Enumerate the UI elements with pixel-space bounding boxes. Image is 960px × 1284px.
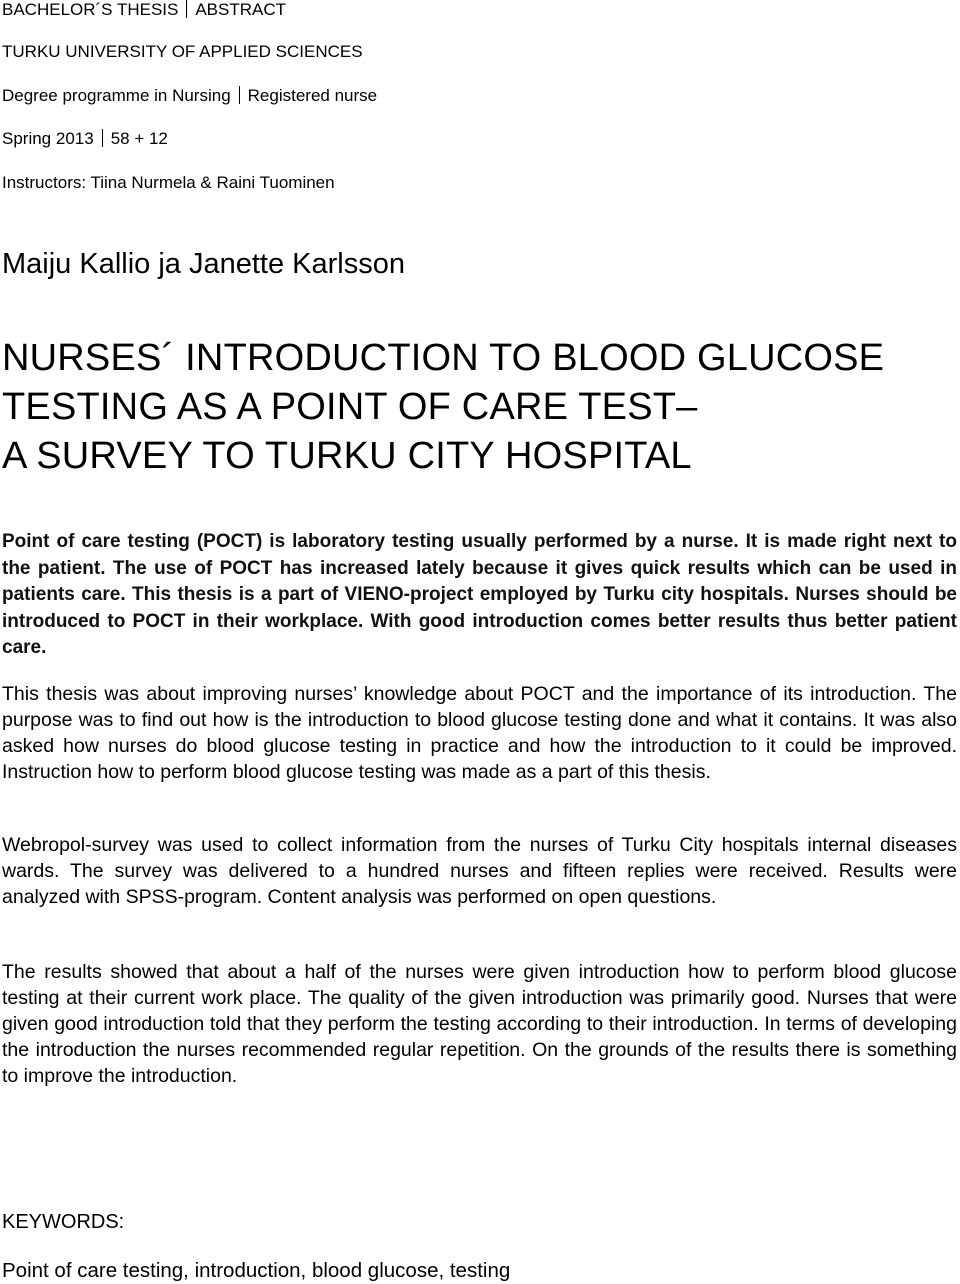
abstract-paragraph-2: Webropol-survey was used to collect information from the nurses of Turku City hospitals internal diseases wards. The survey was delivered to a hundred nurses and fifteen replies were received. Results were analyzed with SPSS-program. Content analysis was performed on open questions. xyxy=(2,834,957,908)
degree: Registered nurse xyxy=(247,86,378,105)
thesis-type-line xyxy=(2,0,286,20)
page-count: 58 + 12 xyxy=(110,129,168,148)
abstract-intro: Point of care testing (POCT) is laboratory testing usually performed by a nurse. It is made right next to the patient. The use of POCT has increased lately because it gives quick results which can be used in patients care. This thesis is a part of VIENO-project employed by Turku city hospitals. Nurses should be introduced to POCT in their workplace. With good introduction comes better results thus better patient care. xyxy=(2,531,957,658)
doc-type: BACHELOR´S THESIS xyxy=(2,0,179,19)
separator xyxy=(186,0,187,18)
institution: TURKU UNIVERSITY OF APPLIED SCIENCES xyxy=(2,42,363,61)
title-line-3: A SURVEY TO TURKU CITY HOSPITAL xyxy=(2,435,692,477)
title-line-2: TESTING AS A POINT OF CARE TEST– xyxy=(2,386,698,428)
authors: Maiju Kallio ja Janette Karlsson xyxy=(2,248,405,280)
keywords-value: Point of care testing, introduction, blood glucose, testing xyxy=(2,1259,511,1282)
title-line-1: NURSES´ INTRODUCTION TO BLOOD GLUCOSE xyxy=(2,337,885,379)
programme: Degree programme in Nursing xyxy=(2,86,231,105)
separator xyxy=(102,129,103,147)
instructors: Instructors: Tiina Nurmela & Raini Tuominen xyxy=(2,173,335,192)
doc-subtype: ABSTRACT xyxy=(195,0,287,19)
term-line xyxy=(2,129,168,149)
term: Spring 2013 xyxy=(2,129,94,148)
thesis-title xyxy=(2,334,958,481)
separator xyxy=(239,86,240,104)
abstract-paragraph-3: The results showed that about a half of the nurses were given introduction how to perform blood glucose testing at their current work place. The quality of the given introduction was primarily good. Nurses that were given good introduction told that they perform the testing according to their introduction. In terms of developing the introduction the nurses recommended regular repetition. On the grounds of the results there is something to improve the introduction. xyxy=(2,961,957,1087)
abstract-paragraph-1: This thesis was about improving nurses’ knowledge about POCT and the importance of its introduction. The purpose was to find out how is the introduction to blood glucose testing done and what it contains. It was also asked how nurses do blood glucose testing in practice and how the introduction to it could be improved. Instruction how to perform blood glucose testing was made as a part of this thesis. xyxy=(2,683,957,783)
programme-line xyxy=(2,86,377,106)
keywords-label: KEYWORDS: xyxy=(2,1211,125,1233)
